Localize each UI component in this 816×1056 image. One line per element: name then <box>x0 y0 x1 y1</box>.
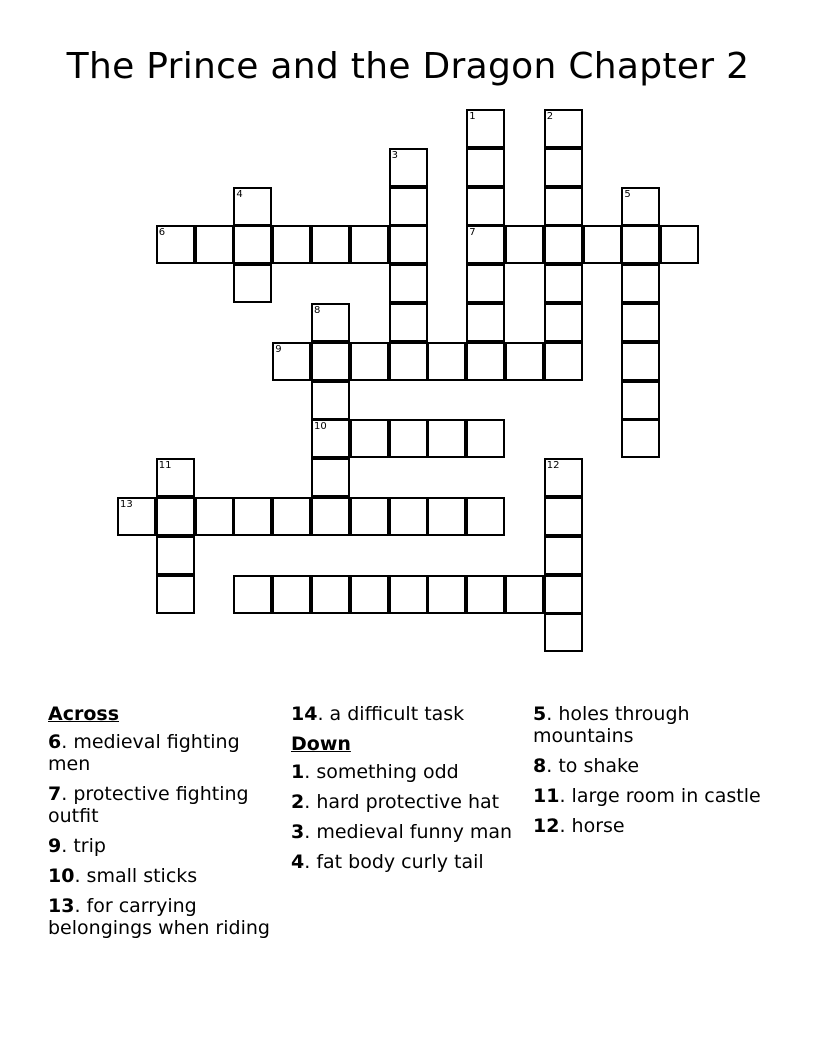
grid-cell[interactable] <box>621 303 660 342</box>
grid-cell[interactable] <box>505 575 544 614</box>
grid-cell[interactable] <box>156 497 195 536</box>
grid-cell[interactable] <box>466 497 505 536</box>
grid-cell[interactable] <box>544 264 583 303</box>
grid-cell[interactable] <box>621 381 660 420</box>
clue-item-text: trip <box>73 835 106 857</box>
grid-cell[interactable] <box>389 419 428 458</box>
clue-item: 6. medieval fighting men <box>48 731 240 775</box>
grid-cell[interactable] <box>389 225 428 264</box>
clue-item: 5. holes through mountains <box>533 703 690 747</box>
clue-item: 3. medieval funny man <box>291 821 513 843</box>
grid-cell[interactable] <box>466 187 505 226</box>
grid-cell[interactable] <box>272 575 311 614</box>
clue-item-text: for carrying belongings when riding <box>48 895 270 939</box>
grid-cell[interactable] <box>466 225 505 264</box>
grid-cell[interactable] <box>233 497 272 536</box>
clue-number: 12 <box>546 460 560 472</box>
clue-number: 1 <box>469 111 476 122</box>
grid-cell[interactable] <box>311 497 350 536</box>
grid-cell[interactable] <box>233 575 272 614</box>
grid-cell[interactable] <box>350 342 389 381</box>
clue-item-text: large room in castle <box>571 785 761 807</box>
grid-cell[interactable] <box>311 575 350 614</box>
clue-item-number: 10 <box>48 865 75 887</box>
grid-cell[interactable] <box>117 497 156 536</box>
clue-item-number: 5 <box>533 703 547 725</box>
clue-item: 9. trip <box>48 835 106 857</box>
grid-cell[interactable] <box>195 497 234 536</box>
grid-cell[interactable] <box>544 342 583 381</box>
down-clue-list <box>291 761 527 873</box>
clue-item-number: 9 <box>48 835 62 857</box>
grid-cell[interactable] <box>427 497 466 536</box>
grid-cell[interactable] <box>311 458 350 497</box>
grid-cell[interactable] <box>544 536 583 575</box>
clue-item: 10. small sticks <box>48 865 198 887</box>
clue-item: 8. to shake <box>533 755 640 777</box>
clue-column-3 <box>533 703 769 845</box>
grid-cell[interactable] <box>233 187 272 226</box>
grid-cell[interactable] <box>156 575 195 614</box>
grid-cell[interactable] <box>156 458 195 497</box>
clue-item: 14. a difficult task <box>291 703 465 725</box>
clue-item-text: a difficult task <box>329 703 465 725</box>
grid-cell[interactable] <box>311 381 350 420</box>
clue-item-number: 7 <box>48 783 62 805</box>
clue-number: 11 <box>158 460 172 472</box>
clue-number: 13 <box>120 499 133 510</box>
grid-cell[interactable] <box>427 342 466 381</box>
grid-cell[interactable] <box>466 264 505 303</box>
clue-item-text: small sticks <box>86 865 198 887</box>
clue-item-number: 2 <box>291 791 305 813</box>
across-clue-list <box>48 731 284 939</box>
grid-cell[interactable] <box>544 575 583 614</box>
grid-cell[interactable] <box>427 419 466 458</box>
clue-item-text: something odd <box>316 761 459 783</box>
clue-item-number: 3 <box>291 821 305 843</box>
clue-item-number: 8 <box>533 755 547 777</box>
grid-cell[interactable] <box>466 575 505 614</box>
grid-cell[interactable] <box>389 303 428 342</box>
grid-cell[interactable] <box>466 109 505 148</box>
grid-cell[interactable] <box>544 225 583 264</box>
grid-cell[interactable] <box>389 148 428 187</box>
down-clue-list-continued <box>533 703 769 837</box>
grid-cell[interactable] <box>350 575 389 614</box>
grid-cell[interactable] <box>233 264 272 303</box>
clue-item-text: holes through mountains <box>533 703 690 747</box>
clue-number: 10 <box>314 421 327 433</box>
grid-cell[interactable] <box>544 497 583 536</box>
clue-number: 3 <box>391 149 398 161</box>
grid-cell[interactable] <box>195 225 234 264</box>
clue-item-number: 6 <box>48 731 62 753</box>
clue-item-text: hard protective hat <box>316 791 500 813</box>
clue-item-text: horse <box>571 815 625 837</box>
grid-cell[interactable] <box>389 342 428 381</box>
grid-cell[interactable] <box>389 264 428 303</box>
grid-cell[interactable] <box>233 225 272 264</box>
grid-cell[interactable] <box>156 225 195 264</box>
grid-cell[interactable] <box>272 497 311 536</box>
clue-item-number: 12 <box>533 815 560 837</box>
clue-item-number: 11 <box>533 785 560 807</box>
clue-number: 6 <box>158 227 166 239</box>
clue-item-text: fat body curly tail <box>316 851 484 873</box>
grid-cell[interactable] <box>466 419 505 458</box>
clue-item-text: medieval funny man <box>316 821 513 843</box>
clue-item: 2. hard protective hat <box>291 791 500 813</box>
grid-cell[interactable] <box>583 225 622 264</box>
grid-cell[interactable] <box>427 575 466 614</box>
grid-cell[interactable] <box>505 342 544 381</box>
grid-cell[interactable] <box>350 225 389 264</box>
grid-cell[interactable] <box>621 342 660 381</box>
grid-cell[interactable] <box>621 225 660 264</box>
clue-column-2 <box>291 703 527 881</box>
clue-item: 1. something odd <box>291 761 459 783</box>
grid-cell[interactable] <box>272 225 311 264</box>
clue-item: 7. protective fighting outfit <box>48 783 249 827</box>
grid-cell[interactable] <box>544 148 583 187</box>
puzzle-title: The Prince and the Dragon Chapter 2 <box>66 46 750 87</box>
clue-number: 5 <box>624 188 631 200</box>
grid-cell[interactable] <box>311 303 350 342</box>
grid-cell[interactable] <box>544 613 583 652</box>
grid-cell[interactable] <box>544 187 583 226</box>
clue-item-number: 1 <box>291 761 305 783</box>
clue-item: 12. horse <box>533 815 625 837</box>
clue-number: 4 <box>236 188 243 200</box>
grid-cell[interactable] <box>621 187 660 226</box>
clue-item-text: medieval fighting men <box>48 731 240 775</box>
grid-cell[interactable] <box>544 303 583 342</box>
grid-cell[interactable] <box>350 497 389 536</box>
across-heading: Across <box>48 703 120 725</box>
grid-cell[interactable] <box>466 342 505 381</box>
grid-cell[interactable] <box>156 536 195 575</box>
grid-cell[interactable] <box>311 225 350 264</box>
grid-cell[interactable] <box>311 419 350 458</box>
clue-item-number: 13 <box>48 895 75 917</box>
clue-item-text: protective fighting outfit <box>48 783 249 827</box>
grid-cell[interactable] <box>389 497 428 536</box>
down-heading: Down <box>291 733 351 755</box>
clue-item-number: 14 <box>291 703 318 725</box>
grid-cell[interactable] <box>466 303 505 342</box>
across-clue-list-continued <box>291 703 527 725</box>
grid-cell[interactable] <box>621 419 660 458</box>
clue-column-1 <box>48 703 284 947</box>
grid-cell[interactable] <box>350 419 389 458</box>
grid-cell[interactable] <box>272 342 311 381</box>
clue-number: 9 <box>275 343 282 355</box>
clue-number: 8 <box>314 305 321 316</box>
clue-item-number: 4 <box>291 851 305 873</box>
clue-item: 13. for carrying belongings when riding <box>48 895 270 939</box>
grid-cell[interactable] <box>466 148 505 187</box>
clue-number: 7 <box>469 227 476 239</box>
grid-cell[interactable] <box>621 264 660 303</box>
grid-cell[interactable] <box>311 342 350 381</box>
grid-cell[interactable] <box>544 458 583 497</box>
grid-cell[interactable] <box>544 109 583 148</box>
clue-item: 4. fat body curly tail <box>291 851 484 873</box>
clue-number: 2 <box>546 111 554 122</box>
clue-item-text: to shake <box>558 755 640 777</box>
grid-cell[interactable] <box>505 225 544 264</box>
grid-cell[interactable] <box>660 225 699 264</box>
grid-cell[interactable] <box>389 187 428 226</box>
grid-cell[interactable] <box>389 575 428 614</box>
clue-item: 11. large room in castle <box>533 785 761 807</box>
